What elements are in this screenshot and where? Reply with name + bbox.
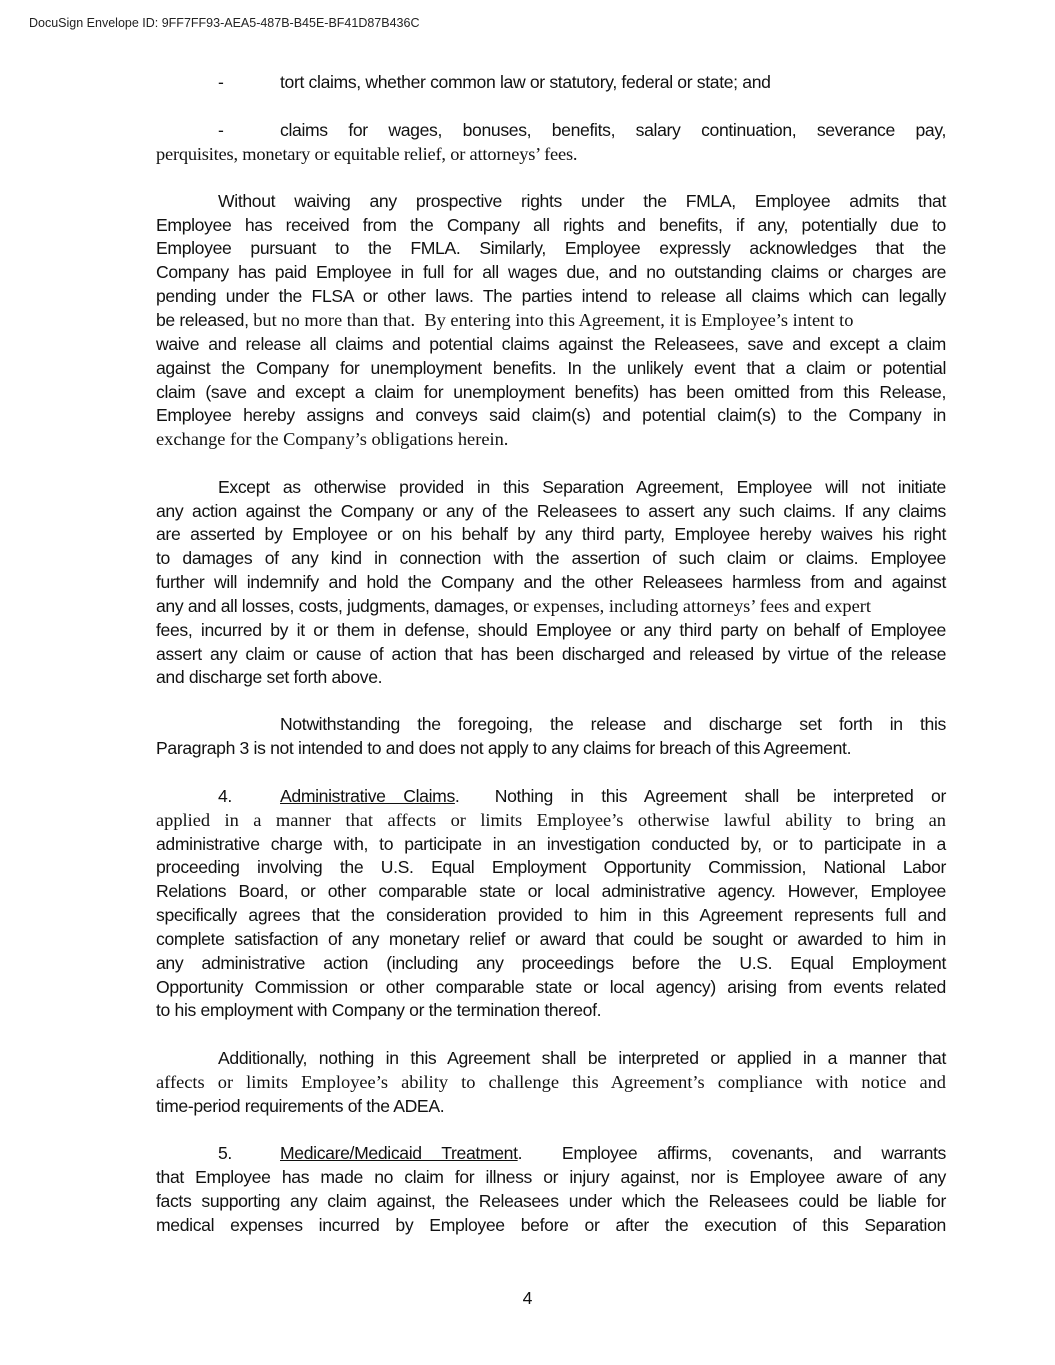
text-fragment-serif: r expenses, including attorneys’ fees and expert xyxy=(522,596,872,616)
bullet-marker: - xyxy=(218,120,224,140)
text-line xyxy=(156,594,946,618)
text-line: claim (save and except a claim for unemployment benefits) has been omitted from this Release, xyxy=(156,382,946,402)
text-line: exchange for the Company’s obligations herein. xyxy=(156,429,509,449)
text-line: Except as otherwise provided in this Separation Agreement, Employee will not initiate xyxy=(218,477,946,497)
section-heading-line xyxy=(156,784,946,808)
text-fragment: any and all losses, costs, judgments, damages, o xyxy=(156,596,523,616)
text-line xyxy=(156,308,946,332)
text-line: Additionally, nothing in this Agreement shall be interpreted or applied in a manner that xyxy=(218,1048,946,1068)
text-fragment: . Employee affirms, covenants, and warrants xyxy=(517,1143,946,1163)
text-line: are asserted by Employee or on his behalf by any third party, Employee hereby waives his right xyxy=(156,524,946,544)
docusign-envelope-id: DocuSign Envelope ID: 9FF7FF93-AEA5-487B-B45E-BF41D87B436C xyxy=(29,16,420,30)
section-number: 5. xyxy=(218,1143,232,1163)
text-line: assert any claim or cause of action that has been discharged and released by virtue of the release xyxy=(156,644,946,664)
text-line: any action against the Company or any of the Releasees to assert any such claims. If any claims xyxy=(156,501,946,521)
text-line: to damages of any kind in connection with the assertion of such claim or claims. Employee xyxy=(156,548,946,568)
text-line: administrative charge with, to participate in an investigation conducted by, or to participate in a xyxy=(156,834,946,854)
bullet-text: claims for wages, bonuses, benefits, salary continuation, severance pay, xyxy=(280,120,946,140)
text-line: and discharge set forth above. xyxy=(156,667,383,687)
text-line: affects or limits Employee’s ability to challenge this Agreement’s compliance with notice and xyxy=(156,1072,946,1092)
text-line: waive and release all claims and potential claims against the Releasees, save and except a claim xyxy=(156,334,946,354)
bullet-item xyxy=(156,118,946,142)
text-fragment: . Nothing in this Agreement shall be interpreted or xyxy=(454,786,946,806)
section-heading: Administrative Claims xyxy=(280,786,455,806)
text-line: Employee has received from the Company all rights and benefits, if any, potentially due to xyxy=(156,215,946,235)
bullet-text: tort claims, whether common law or statutory, federal or state; and xyxy=(280,72,771,92)
text-line: Paragraph 3 is not intended to and does not apply to any claims for breach of this Agreement. xyxy=(156,738,852,758)
text-line: medical expenses incurred by Employee before or after the execution of this Separation xyxy=(156,1215,946,1235)
text-line: to his employment with Company or the termination thereof. xyxy=(156,1000,602,1020)
text-line: applied in a manner that affects or limits Employee’s otherwise lawful ability to bring an xyxy=(156,810,946,830)
text-line: that Employee has made no claim for illness or injury against, nor is Employee aware of any xyxy=(156,1167,946,1187)
text-fragment-serif: but no more than that. By entering into this Agreement, it is Employee’s intent to xyxy=(248,310,854,330)
text-line: Opportunity Commission or other comparable state or local agency) arising from events related xyxy=(156,977,946,997)
section-heading: Medicare/Medicaid Treatment xyxy=(280,1143,518,1163)
section-number: 4. xyxy=(218,786,232,806)
section-heading-line xyxy=(156,1141,946,1165)
text-line: specifically agrees that the consideration provided to him in this Agreement represents full and xyxy=(156,905,946,925)
bullet-marker: - xyxy=(218,72,224,92)
text-line: further will indemnify and hold the Company and the other Releasees harmless from and against xyxy=(156,572,946,592)
text-line: proceeding involving the U.S. Equal Employment Opportunity Commission, National Labor xyxy=(156,857,946,877)
text-line: time-period requirements of the ADEA. xyxy=(156,1096,445,1116)
text-fragment: be released, xyxy=(156,310,249,330)
bullet-text: perquisites, monetary or equitable relief, or attorneys’ fees. xyxy=(156,144,578,164)
text-line: against the Company for unemployment benefits. In the unlikely event that a claim or potential xyxy=(156,358,946,378)
text-line: Relations Board, or other comparable state or local administrative agency. However, Employee xyxy=(156,881,946,901)
text-line: Employee pursuant to the FMLA. Similarly, Employee expressly acknowledges that the xyxy=(156,238,946,258)
text-line: complete satisfaction of any monetary relief or award that could be sought or awarded to him in xyxy=(156,929,946,949)
text-line: Company has paid Employee in full for all wages due, and no outstanding claims or charges are xyxy=(156,262,946,282)
text-line: Without waiving any prospective rights under the FMLA, Employee admits that xyxy=(218,191,946,211)
page-number: 4 xyxy=(522,1288,533,1308)
text-line: fees, incurred by it or them in defense, should Employee or any third party on behalf of Employee xyxy=(156,620,946,640)
text-line: Employee hereby assigns and conveys said claim(s) and potential claim(s) to the Company in xyxy=(156,405,946,425)
bullet-item xyxy=(156,70,946,94)
text-line: facts supporting any claim against, the Releasees under which the Releasees could be liable for xyxy=(156,1191,946,1211)
bullet-text-continued xyxy=(156,142,946,166)
text-line: Notwithstanding the foregoing, the release and discharge set forth in this xyxy=(280,714,946,734)
text-line: pending under the FLSA or other laws. The parties intend to release all claims which can legally xyxy=(156,286,946,306)
text-line: any administrative action (including any proceedings before the U.S. Equal Employment xyxy=(156,953,946,973)
